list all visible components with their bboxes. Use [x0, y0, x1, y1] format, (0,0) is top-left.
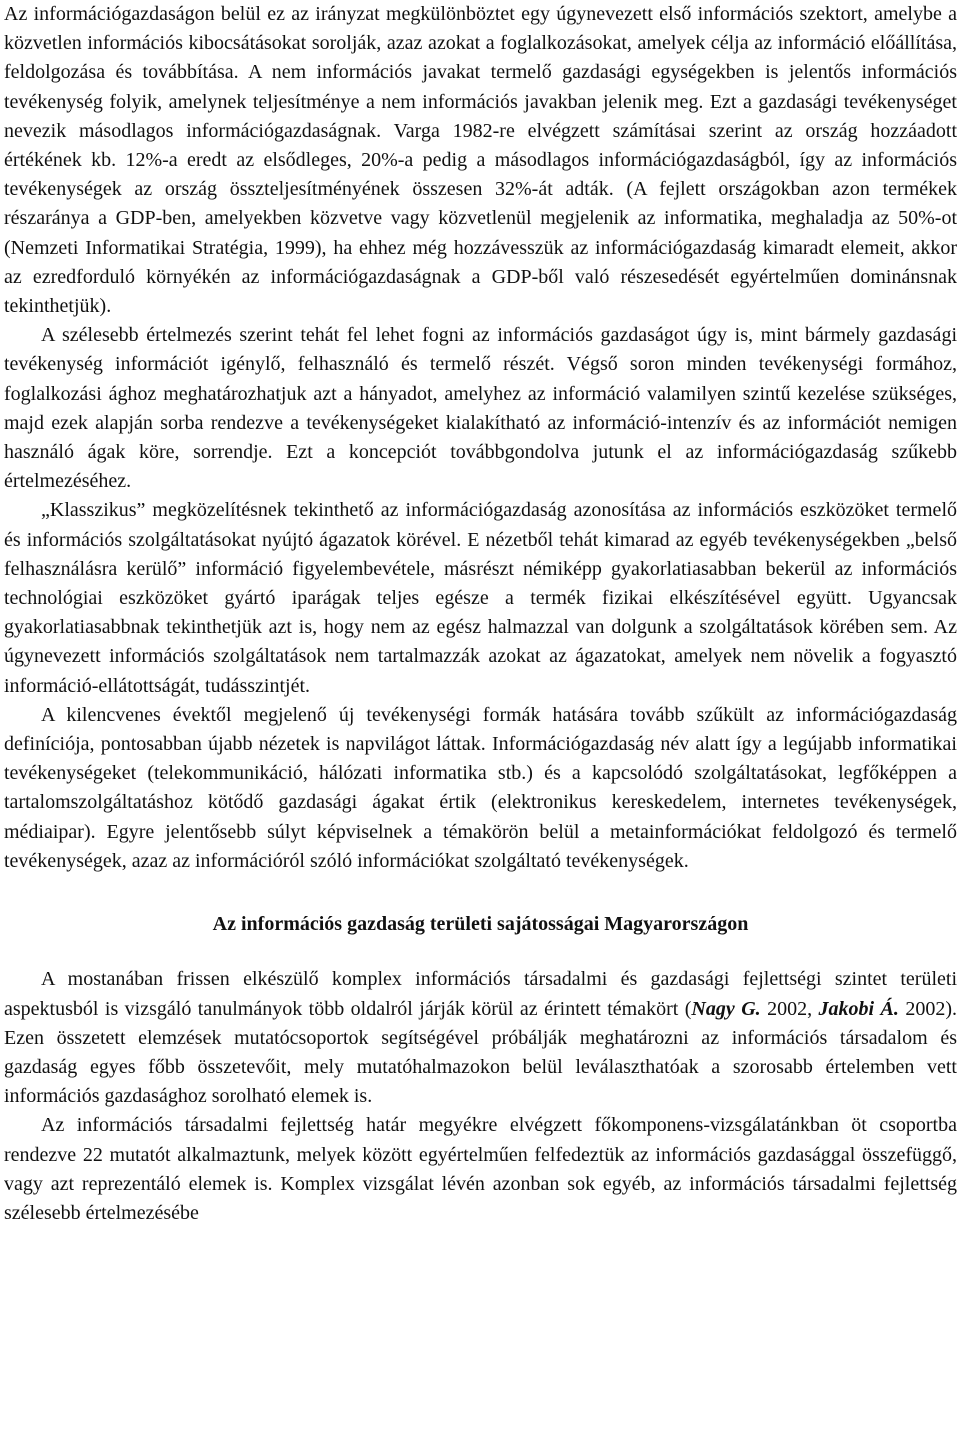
document-page [4, 0, 957, 1228]
paragraph-text: 2002, [760, 997, 819, 1020]
paragraph [4, 321, 957, 496]
paragraph-text: A szélesebb értelmezés szerint tehát fel lehet fogni az információs gazdaságot úgy is, mint bármely gazdasági tevékenység információt igénylő, felhasználó és termelő részét. Végső soron minden tevékenységi formához, foglalkozási ághoz meghatározhatjuk azt a hányadot, amelyhez az információ valamilyen szintű kezelése szükséges, majd ezek alapján sorba rendezve a tevékenységeket kialakítható az információ-intenzív és az információt nemigen használó ágak köre, sorrendje. Ezt a koncepciót továbbgondolva jutunk el az információgazdaság szűkebb értelmezéséhez. [4, 324, 957, 493]
section-heading: Az információs gazdaság területi sajátosságai Magyarországon [212, 913, 749, 936]
paragraph [4, 701, 957, 876]
paragraph-text: A kilencvenes évektől megjelenő új tevékenységi formák hatására tovább szűkült az információgazdaság definíciója, pontosabban újabb nézetek is napvilágot láttak. Információgazdaság név alatt így a legújabb informatikai tevékenységeket (telekommunikáció, hálózati informatika stb.) és a kapcsolódó szolgáltatásokat, legfőképpen a tartalomszolgáltatáshoz kötődő gazdasági ágakat értik (elektronikus kereskedelem, internetes tevékenységek, médiaipar). Egyre jelentősebb súlyt képviselnek a témakörön belül a metainformációkat feldolgozó és termelő tevékenységek, azaz az információról szóló információkat szolgáltató tevékenységek. [4, 703, 957, 872]
author-citation: Jakobi Á. [818, 997, 899, 1020]
body-text-top [4, 0, 957, 876]
paragraph-text: Az információgazdaságon belül ez az irányzat megkülönböztet egy úgynevezett első információs szektort, amelybe a közvetlen információs kibocsátásokat sorolják, azaz azokat a foglalkozásokat, amelyek célja az információ előállítása, feldolgozása és továbbítása. A nem információs javakat termelő gazdasági egységekben is jelentős információs tevékenység folyik, amelynek teljesítménye a nem információs javakban jelenik meg. Ezt a gazdasági tevékenységet nevezik másodlagos információgazdaságnak. Varga 1982-re elvégzett számításai szerint az ország hozzáadott értékének kb. 12%-a eredt az elsődleges, 20%-a pedig a másodlagos információgazdaságból, így az információs tevékenységek az ország összteljesítményének összesen 32%-át adták. (A fejlett országokban azon termékek részaránya a GDP-ben, amelyekben közvetve vagy közvetlenül megjelenik az informatika, meghaladja az 50%-ot (Nemzeti Informatikai Stratégia, 1999), ha ehhez még hozzávesszük az információgazdaság kimaradt elemeit, akkor az ezredforduló környékén az információgazdaságnak a GDP-ből való részesedését egyértelműen dominánsnak tekinthetjük). [4, 3, 957, 318]
paragraph-text: 2002). Ezen összetett elemzések mutatócsoportok segítségével próbálják meghatározni az információs társadalom és gazdaság egyes főbb összetevőit, mely mutatóhalmazokon belül leválaszthatóak a szorosabb értelemben vett információs gazdasághoz sorolható elemek is. [4, 997, 957, 1108]
paragraph-text: A mostanában frissen elkészülő komplex információs társadalmi és gazdasági fejlettségi szintet területi aspektusból is vizsgáló tanulmányok több oldalról járják körül az érintett témakört ( [4, 968, 957, 1020]
author-citation: Nagy G. [691, 997, 761, 1020]
paragraph [4, 0, 957, 321]
paragraph-text: „Klasszikus” megközelítésnek tekinthető az információgazdaság azonosítása az információs eszközöket termelő és információs szolgáltatásokat nyújtó ágazatok körével. E nézetből tehát kimarad az egyéb tevékenységekben „belső felhasználásra kerülő” információ figyelembevétele, másrészt némiképp gyakorlatiasabban bekerül az információs technológiai eszközöket gyártó iparágak teljes egésze a termék fizikai elkészítésével együtt. Ugyancsak gyakorlatiasabbnak tekinthetjük azt is, hogy nem az egész halmazzal van dolgunk a szolgáltatások körében sem. Az úgynevezett információs szolgáltatások nem tartalmazzák azokat az ágazatokat, amelyek nem növelik a fogyasztó információ-ellátottságát, tudásszintjét. [4, 499, 957, 697]
paragraph-text: Az információs társadalmi fejlettség határ megyékre elvégzett főkomponens-vizsgálatánkban öt csoportba rendezve 22 mutatót alkalmaztunk, melyek között egyértelműen felfedeztük az információs gazdasággal összefüggő, vagy azt reprezentáló elemek is. Komplex vizsgálat lévén azonban sok egyéb, az információs társadalmi fejlettség szélesebb értelmezésébe [4, 1114, 957, 1224]
body-text-bottom [4, 965, 957, 1228]
paragraph [4, 1111, 957, 1228]
paragraph [4, 965, 957, 1111]
paragraph [4, 496, 957, 700]
